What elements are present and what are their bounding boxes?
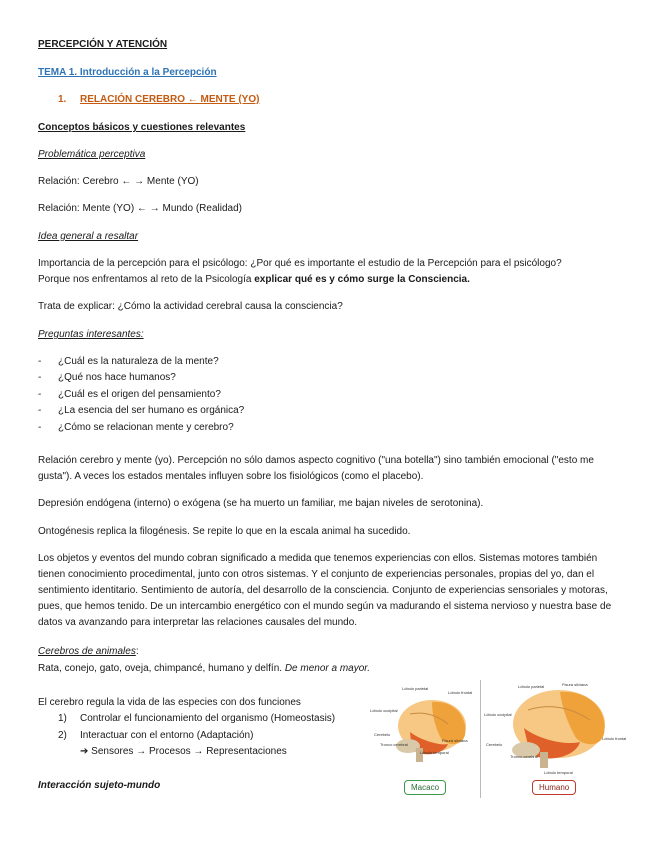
figure-divider: [480, 680, 481, 798]
bullet-dash: -: [38, 356, 42, 367]
humano-tag: Humano: [532, 780, 576, 795]
animales-line: [38, 662, 370, 676]
macaco-label: Cerebelo: [374, 732, 391, 737]
doc-title: PERCEPCIÓN Y ATENCIÓN: [38, 39, 168, 50]
bullet-dash: -: [38, 372, 42, 383]
relacion-mente-mundo: Relación: Mente (YO) ← → Mundo (Realidad): [38, 203, 242, 214]
humano-label: Lóbulo occipital: [484, 712, 512, 717]
idea-heading: Idea general a resaltar: [38, 231, 139, 242]
list-item: [38, 388, 221, 402]
cerebros-colon: :: [135, 646, 139, 657]
humano-brain-figure: [484, 680, 627, 798]
bullet-dash: -: [38, 405, 42, 416]
animales-order: De menor a mayor.: [284, 663, 371, 674]
list-item-text: Controlar el funcionamiento del organismo (Homeostasis): [80, 713, 336, 724]
sensores-line: ➔ Sensores → Procesos → Representaciones: [80, 746, 287, 757]
list-item-text: ¿Cuál es el origen del pensamiento?: [58, 389, 221, 400]
bullet-dash: -: [38, 389, 42, 400]
list-number: 2): [58, 730, 67, 741]
macaco-label: Lóbulo frontal: [448, 690, 473, 695]
importancia-text: Porque nos enfrentamos al reto de la Psicología: [38, 274, 255, 285]
section-title: RELACIÓN CEREBRO ← MENTE (YO): [80, 94, 260, 105]
relacion-cm-paragraph: Relación cerebro y mente (yo). Percepción no sólo damos aspecto cognitivo ("una botella") sino también emocional ("esto me gusta"). A veces los estados mentales influyen sobre los fisiológicos (como el placebo).: [38, 455, 594, 482]
macaco-tag: Macaco: [404, 780, 446, 795]
list-item-text: ¿Cuál es la naturaleza de la mente?: [58, 356, 219, 367]
problematica-heading: Problemática perceptiva: [38, 149, 146, 160]
list-item-text: Interactuar con el entorno (Adaptación): [80, 730, 254, 741]
humano-label: Lóbulo parietal: [518, 684, 545, 689]
interaccion-heading: Interacción sujeto-mundo: [38, 780, 161, 791]
importancia-line-2: [38, 272, 618, 288]
ontogenesis-line: Ontogénesis replica la filogénesis. Se repite lo que en la escala animal ha sucedido.: [38, 526, 411, 537]
macaco-label: Tronco cerebral: [380, 742, 408, 747]
section-heading: [58, 93, 259, 107]
section-number: 1.: [58, 94, 67, 105]
list-item-text: ¿La esencia del ser humano es orgánica?: [58, 405, 245, 416]
macaco-brain-figure: [370, 680, 480, 798]
humano-brain-illustration: [484, 680, 627, 775]
preguntas-heading: Preguntas interesantes:: [38, 329, 144, 340]
list-item: [58, 729, 253, 743]
animales-text: Rata, conejo, gato, oveja, chimpancé, humano y delfín.: [38, 663, 285, 674]
list-item: [38, 421, 234, 435]
macaco-label: Lóbulo temporal: [420, 750, 449, 755]
bullet-dash: -: [38, 422, 42, 433]
list-item-text: ¿Cómo se relacionan mente y cerebro?: [58, 422, 234, 433]
list-item: [58, 712, 335, 726]
list-item-text: ¿Qué nos hace humanos?: [58, 372, 176, 383]
macaco-label: Lóbulo parietal: [402, 686, 429, 691]
cerebros-heading: [38, 645, 139, 659]
list-number: 1): [58, 713, 67, 724]
humano-label: Cerebelo: [486, 742, 503, 747]
humano-label: Lóbulo temporal: [544, 770, 573, 775]
humano-label: Fisura silviana: [562, 682, 588, 687]
list-item: [38, 371, 176, 385]
list-item: [38, 355, 219, 369]
trata-explicar: Trata de explicar: ¿Cómo la actividad cerebral causa la consciencia?: [38, 301, 343, 312]
cerebros-label: Cerebros de animales: [38, 646, 136, 657]
list-item: [38, 404, 244, 418]
humano-label: Lóbulo frontal: [602, 736, 627, 741]
importancia-line-1: Importancia de la percepción para el psicólogo: ¿Por qué es importante el estudio de la Percepción para el psicólogo?: [38, 258, 562, 269]
humano-label: Tronco cerebral: [510, 754, 538, 759]
importancia-bold: explicar qué es y cómo surge la Consciencia.: [254, 274, 470, 285]
objetos-paragraph: Los objetos y eventos del mundo cobran significado a medida que tenemos experiencias con ellos. Sistemas motores también tienen conocimiento procedimental, junto con otros sistemas. Y el conjunto de experiencias personales, propias del yo, dan el sentimiento identitario. Sentimiento de autoría, del desarrollo de la consciencia. Conjunto de experiencias sensoriales y motoras, pues, que hemos tenido. De un intercambio energético con el mundo según va madurando el sistema nervioso y nuestra base de datos va avanzando para interpretar las relaciones causales del mundo.: [38, 553, 612, 628]
importancia-paragraph: [38, 256, 618, 288]
macaco-label: Lóbulo occipital: [370, 708, 398, 713]
regula-line: El cerebro regula la vida de las especies con dos funciones: [38, 697, 301, 708]
depresion-line: Depresión endógena (interno) o exógena (se ha muerto un familiar, me bajan niveles de serotonina).: [38, 498, 484, 509]
relacion-cerebro-mente: Relación: Cerebro ← → Mente (YO): [38, 176, 199, 187]
tema-heading: TEMA 1. Introducción a la Percepción: [38, 67, 217, 78]
conceptos-heading: Conceptos básicos y cuestiones relevantes: [38, 122, 246, 133]
macaco-label: Fisura silviana: [442, 738, 468, 743]
